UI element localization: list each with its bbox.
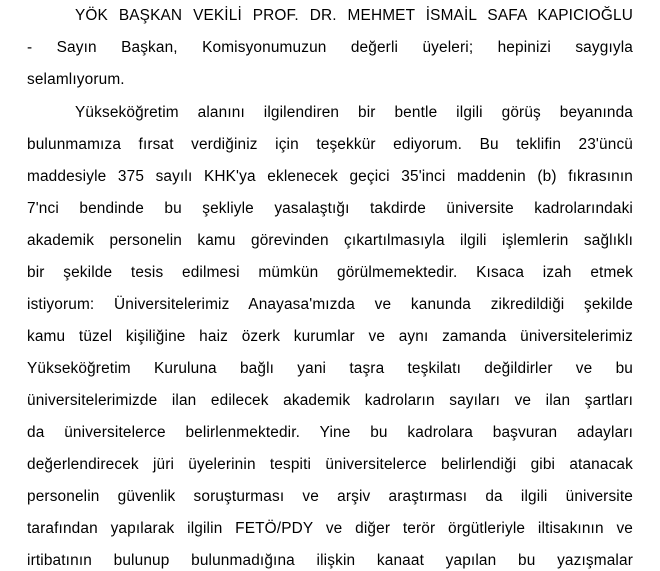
paragraph-line: 7'nci bendinde bu şekliyle yasalaştığı takdirde üniversite kadrolarındaki xyxy=(27,200,633,217)
paragraph-line: bulunmamıza fırsat verdiğiniz için teşekkür ediyorum. Bu teklifin 23'üncü xyxy=(27,136,633,153)
paragraph-line: tarafından yapılarak ilgilin FETÖ/PDY ve diğer terör örgütleriyle iltisakının ve xyxy=(27,520,633,537)
paragraph-line: değerlendirecek jüri üyelerinin tespiti üniversitelerce belirlendiği gibi atanacak xyxy=(27,456,633,473)
paragraph-line: da üniversitelerce belirlenmektedir. Yine bu kadrolara başvuran adayları xyxy=(27,424,633,441)
paragraph-line: Yükseköğretim alanını ilgilendiren bir bentle ilgili görüş beyanında xyxy=(75,104,633,121)
paragraph-line: maddesiyle 375 sayılı KHK'ya eklenecek geçici 35'inci maddenin (b) fıkrasının xyxy=(27,168,633,185)
paragraph-line: personelin güvenlik soruşturması ve arşiv araştırması da ilgili üniversite xyxy=(27,488,633,505)
paragraph-line: Yükseköğretim Kuruluna bağlı yani taşra teşkilatı değildirler ve bu xyxy=(27,360,633,377)
paragraph-line: irtibatının bulunup bulunmadığına ilişkin kanaat yapılan bu yazışmalar xyxy=(27,552,633,569)
paragraph-line: bir şekilde tesis edilmesi mümkün görülmemektedir. Kısaca izah etmek xyxy=(27,264,633,281)
paragraph-line: akademik personelin kamu görevinden çıkartılmasıyla ilgili işlemlerin sağlıklı xyxy=(27,232,633,249)
paragraph-line: istiyorum: Üniversitelerimiz Anayasa'mızda ve kanunda zikredildiği şekilde xyxy=(27,296,633,313)
paragraph-line: selamlıyorum. xyxy=(27,71,125,88)
paragraph-line: üniversitelerimizde ilan edilecek akademik kadroların sayıları ve ilan şartları xyxy=(27,392,633,409)
paragraph-line: - Sayın Başkan, Komisyonumuzun değerli üyeleri; hepinizi saygıyla xyxy=(27,39,633,56)
paragraph-line: kamu tüzel kişiliğine haiz özerk kurumlar ve aynı zamanda üniversitelerimiz xyxy=(27,328,633,345)
speaker-heading: YÖK BAŞKAN VEKİLİ PROF. DR. MEHMET İSMAİL SAFA KAPICIOĞLU xyxy=(75,7,633,24)
